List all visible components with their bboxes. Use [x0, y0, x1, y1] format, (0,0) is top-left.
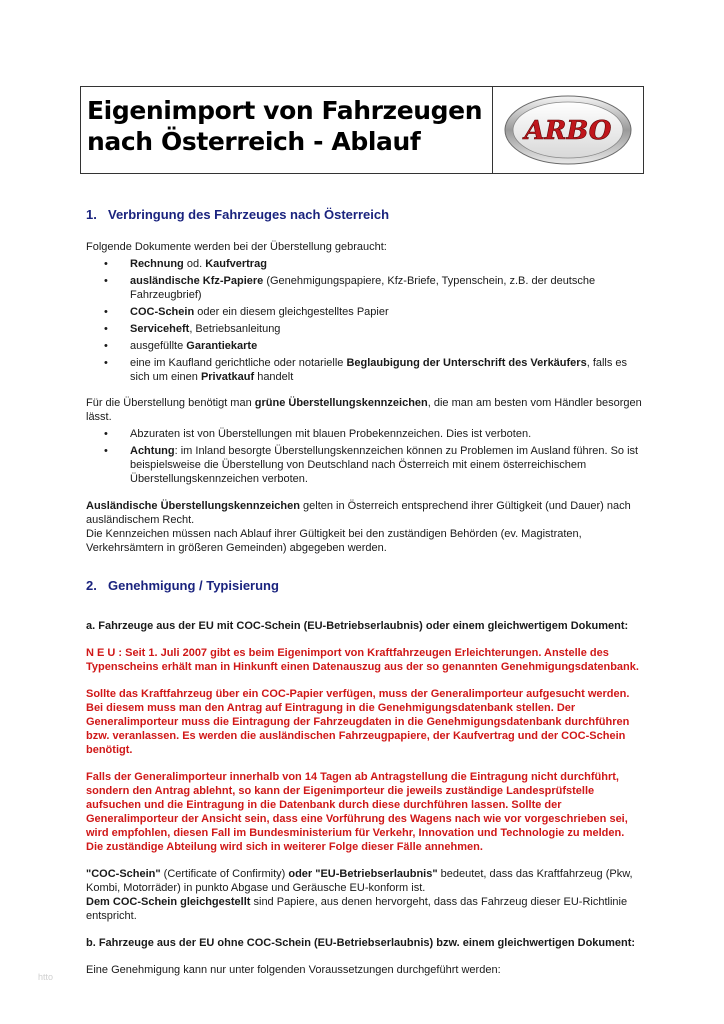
list-item-bold: Rechnung — [130, 258, 184, 270]
list-item-bold: Garantiekarte — [186, 340, 258, 352]
section-2-title: Genehmigung / Typisierung — [108, 578, 279, 593]
arbo-logo — [492, 87, 643, 173]
paragraph-text: Für die Überstellung benötigt man — [86, 397, 255, 409]
list-item-text: : im Inland besorgte Überstellungskennzeichen können zu Problemen im Ausland führen. So ist beispielsweise die Überstellung von Deutschland nach Österreich mit einem österreichischem Überstellungskennzeichen verboten. — [130, 445, 639, 485]
paragraph-bold: Ausländische Überstellungskennzeichen — [86, 500, 300, 512]
list-item — [86, 339, 644, 353]
s1-paragraph-2 — [86, 396, 644, 424]
list-item-text: ausgefüllte — [130, 340, 187, 352]
list-item-text: eine im Kaufland gerichtliche oder notarielle — [130, 357, 347, 369]
list-item — [86, 444, 644, 486]
footer-watermark: htto — [38, 972, 54, 982]
section-2-heading — [86, 579, 644, 593]
red-notice-2: Sollte das Kraftfahrzeug über ein COC-Papier verfügen, muss der Generalimporteur aufgesucht werden. Bei diesem muss man den Antrag auf Eintragung in die Genehmigungsdatenbank stellen. Der Generalimporteur muss die Eintragung der Fahrzeugdaten in die Genehmigungsdatenbank durchführen bzw. veranlassen. Es werden die ausländischen Fahrzeugpapiere, der Kaufvertrag und der COC-Schein benötigt. — [86, 688, 630, 756]
subheading-a: a. Fahrzeuge aus der EU mit COC-Schein (EU-Betriebserlaubnis) oder einem gleichwertigem Dokument: — [86, 620, 629, 632]
document-body — [86, 208, 644, 977]
red-notice-3: Falls der Generalimporteur innerhalb von 14 Tagen ab Antragstellung die Eintragung nicht durchführt, sondern den Antrag ablehnt, so kann der Eigenimporteur die jeweils zuständige Landesprüfstelle aufsuchen und die Eintragung in die Datenbank durch diese durchführen lassen. Sollte der Generalimporteur der Ansicht sein, dass eine Vorführung des Wagens nach wie vor vorgeschrieben sei, wird empfohlen, diesen Fall im Bundesministerium für Verkehr, Innovation und Technologie zu melden. Die zuständige Abteilung wird sich in weiterer Folge dieser Fälle annehmen. — [86, 771, 628, 853]
list-item-bold: COC-Schein — [130, 306, 195, 318]
list-item-bold: Achtung — [130, 445, 175, 457]
list-item-text: , Betriebsanleitung — [189, 323, 281, 335]
list-item-text: od. — [183, 258, 206, 270]
section-1-number: 1. — [86, 207, 97, 222]
list-item-bold: Serviceheft — [130, 323, 190, 335]
paragraph-text: gelten in Österreich entsprechend ihrer Gültigkeit (und Dauer) nach ausländischem Recht. — [86, 500, 631, 526]
page-title — [81, 87, 492, 173]
list-item-bold: Privatkauf — [200, 371, 255, 383]
list-item-text: Abzuraten ist von Überstellungen mit blauen Probekennzeichen. Dies ist verboten. — [130, 428, 532, 440]
paragraph-bold: oder "EU-Betriebserlaubnis" — [288, 868, 438, 880]
list-item — [86, 257, 644, 271]
title-line-2: nach Österreich - Ablauf — [87, 127, 421, 156]
paragraph-text: (Certificate of Confirmity) — [160, 868, 289, 880]
list-item — [86, 322, 644, 336]
list-item-text: handelt — [254, 371, 294, 383]
paragraph-bold: Dem COC-Schein gleichgestellt — [86, 896, 251, 908]
section-2-number: 2. — [86, 578, 97, 593]
plates-list — [86, 427, 644, 486]
list-item — [86, 274, 644, 302]
subheading-b: b. Fahrzeuge aus der EU ohne COC-Schein (EU-Betriebserlaubnis) bzw. einem gleichwertigen Dokument: — [86, 937, 636, 949]
paragraph-bold: "COC-Schein" — [86, 868, 161, 880]
paragraph-text: , die man am besten vom Händler besorgen lässt. — [86, 397, 642, 423]
s1-intro: Folgende Dokumente werden bei der Überstellung gebraucht: — [86, 241, 387, 253]
title-box — [80, 86, 644, 174]
title-line-1: Eigenimport von Fahrzeugen — [87, 96, 483, 125]
list-item-bold: Beglaubigung der Unterschrift des Verkäufers — [346, 357, 587, 369]
s1-paragraph-4: Die Kennzeichen müssen nach Ablauf ihrer Gültigkeit bei den zuständigen Behörden (ev. Magistraten, Verkehrsämtern in größeren Gemeinden) abgegeben werden. — [86, 528, 582, 554]
list-item-text: , falls es sich um einen — [130, 357, 628, 383]
logo-text: ARBO — [524, 116, 612, 146]
section-1-title: Verbringung des Fahrzeuges nach Österreich — [108, 207, 390, 222]
documents-list — [86, 257, 644, 384]
coc-paragraph-2 — [86, 895, 644, 923]
section-1-heading — [86, 208, 644, 222]
closing-paragraph: Eine Genehmigung kann nur unter folgenden Voraussetzungen durchgeführt werden: — [86, 964, 501, 976]
list-item — [86, 356, 644, 384]
s1-paragraph-3 — [86, 499, 644, 527]
coc-paragraph — [86, 867, 644, 895]
list-item-bold: ausländische Kfz-Papiere — [130, 275, 264, 287]
list-item-text: (Genehmigungspapiere, Kfz-Briefe, Typenschein, z.B. der deutsche Fahrzeugbrief) — [130, 275, 596, 301]
list-item — [86, 427, 644, 441]
paragraph-text: sind Papiere, aus denen hervorgeht, dass das Fahrzeug dieser EU-Richtlinie entspricht. — [86, 896, 628, 922]
list-item-text: oder ein diesem gleichgestelltes Papier — [194, 306, 389, 318]
list-item — [86, 305, 644, 319]
arbo-logo-icon — [502, 92, 634, 168]
paragraph-bold: grüne Überstellungskennzeichen — [254, 397, 428, 409]
list-item-bold: Kaufvertrag — [205, 258, 267, 270]
red-notice-1: N E U : Seit 1. Juli 2007 gibt es beim Eigenimport von Kraftfahrzeugen Erleichterungen. Anstelle des Typenscheins erhält man in Hinkunft einen Datenauszug aus der so genannten Genehmigungsdatenbank. — [86, 647, 639, 673]
paragraph-text: bedeutet, dass das Kraftfahrzeug (Pkw, Kombi, Motorräder) in punkto Abgase und Geräusche EU-konform ist. — [86, 868, 633, 894]
